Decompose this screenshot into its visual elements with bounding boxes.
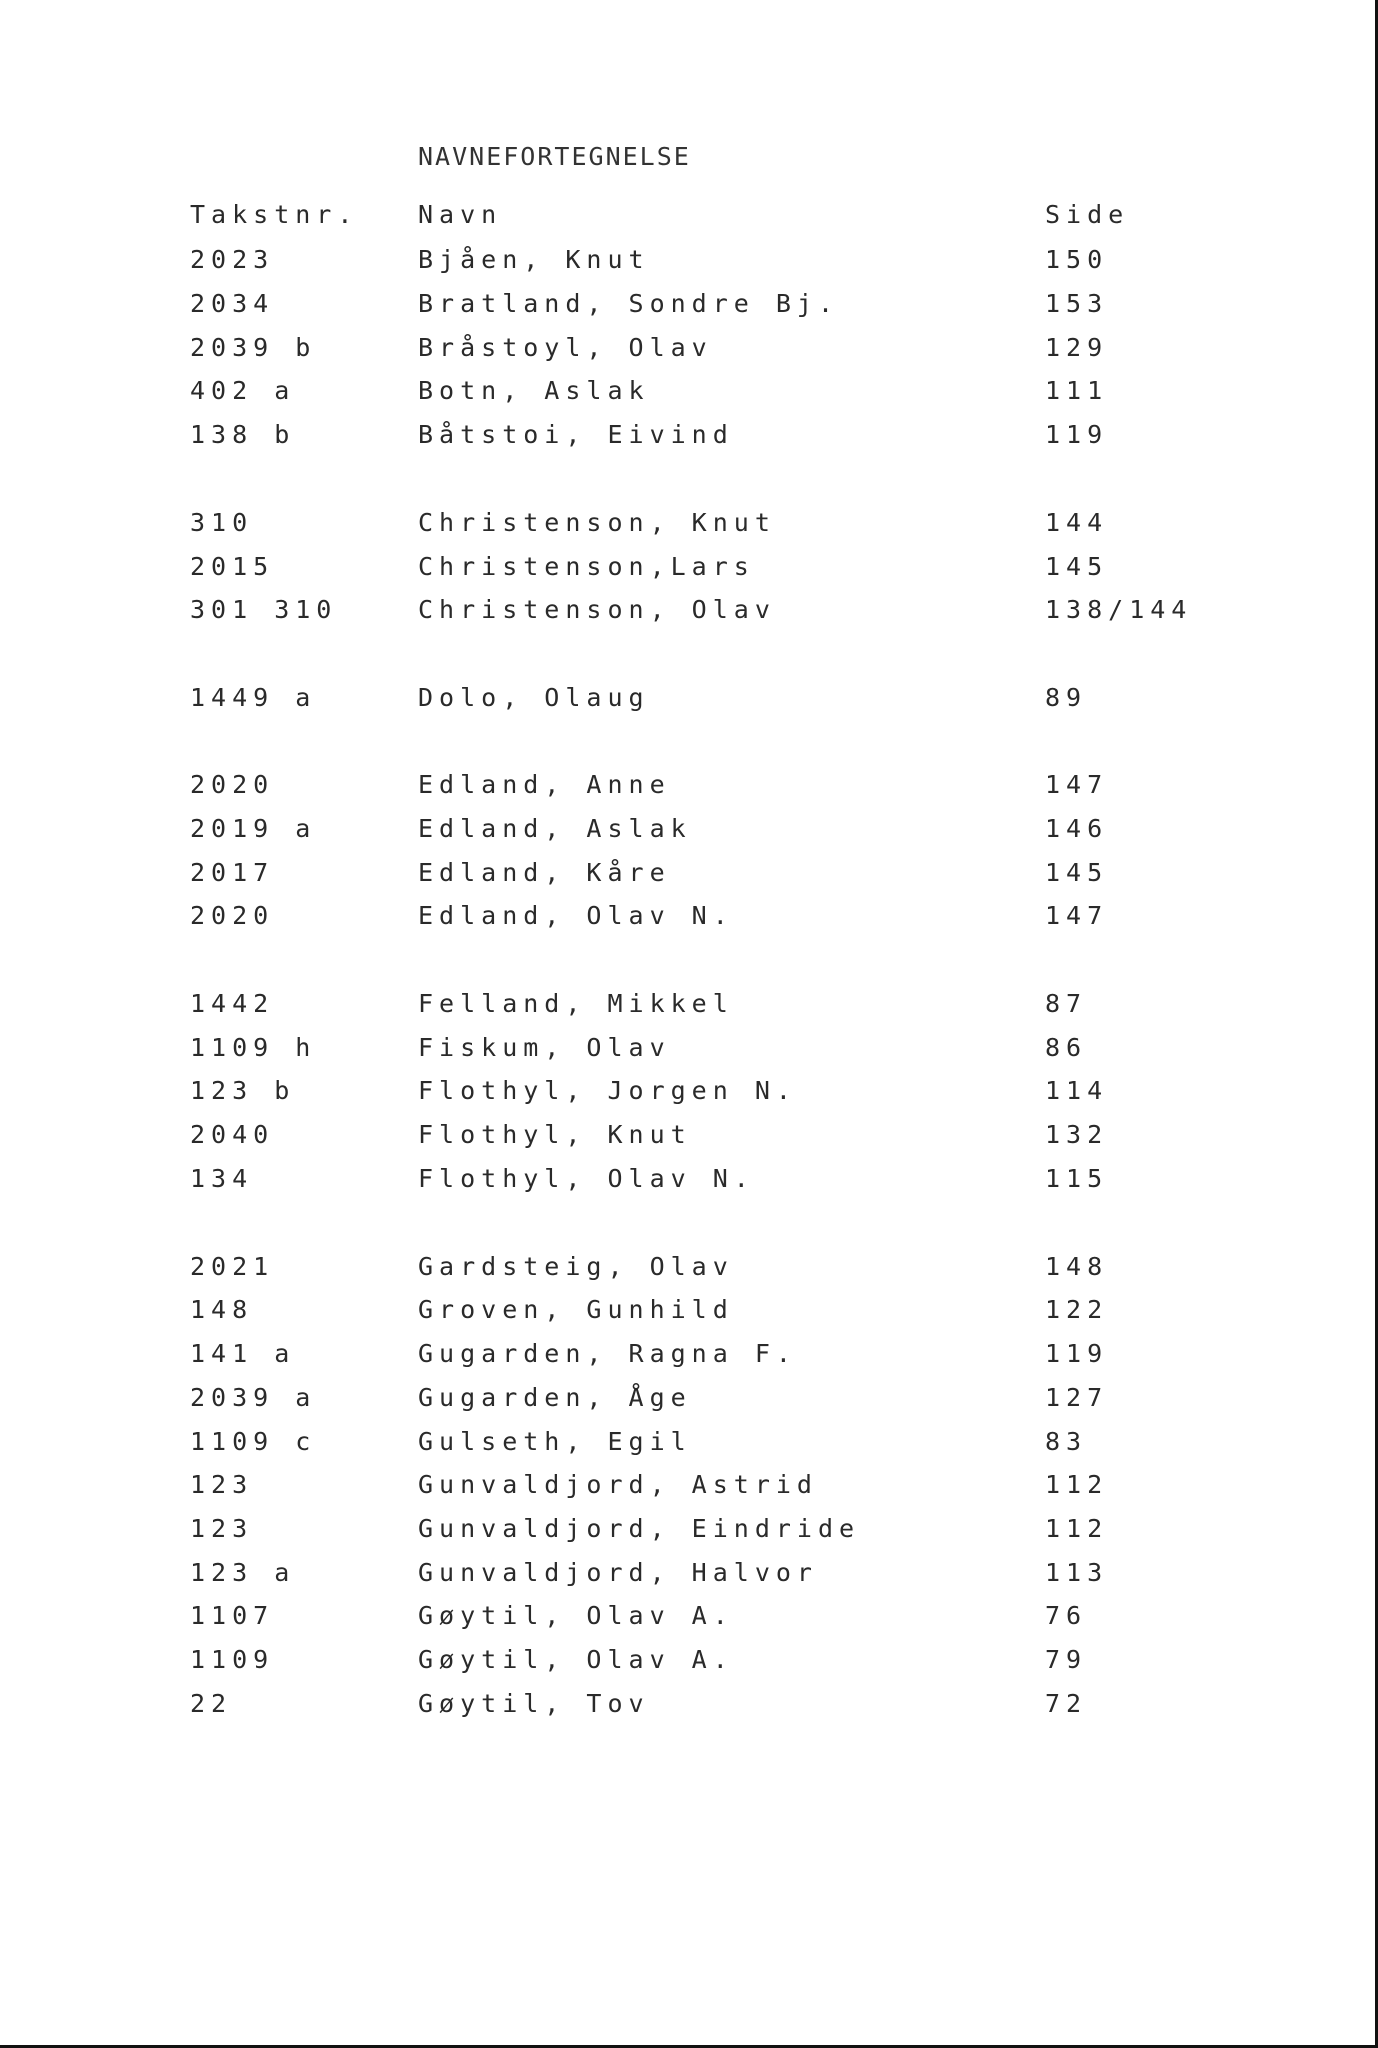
header-side: Side	[1045, 200, 1130, 229]
navn-cell: Christenson, Olav	[418, 595, 776, 624]
navn-cell: Gardsteig, Olav	[418, 1252, 734, 1281]
side-cell: 119	[1045, 1339, 1109, 1368]
side-cell: 146	[1045, 814, 1109, 843]
side-cell: 112	[1045, 1514, 1109, 1543]
side-cell: 115	[1045, 1164, 1109, 1193]
takstnr-cell: 1449 a	[190, 683, 317, 712]
side-cell: 148	[1045, 1252, 1109, 1281]
navn-cell: Gulseth, Egil	[418, 1427, 692, 1456]
navn-cell: Botn, Aslak	[418, 376, 650, 405]
side-cell: 89	[1045, 683, 1088, 712]
navn-cell: Dolo, Olaug	[418, 683, 650, 712]
navn-cell: Christenson, Knut	[418, 508, 776, 537]
navn-cell: Bjåen, Knut	[418, 245, 650, 274]
takstnr-cell: 22	[190, 1689, 233, 1718]
navn-cell: Gunvaldjord, Halvor	[418, 1558, 818, 1587]
side-cell: 122	[1045, 1295, 1109, 1324]
takstnr-cell: 123 b	[190, 1076, 296, 1105]
navn-cell: Flothyl, Olav N.	[418, 1164, 755, 1193]
takstnr-cell: 134	[190, 1164, 254, 1193]
side-cell: 119	[1045, 420, 1109, 449]
takstnr-cell: 301 310	[190, 595, 338, 624]
navn-cell: Flothyl, Knut	[418, 1120, 692, 1149]
takstnr-cell: 2015	[190, 552, 275, 581]
side-cell: 76	[1045, 1601, 1088, 1630]
navn-cell: Edland, Kåre	[418, 858, 671, 887]
takstnr-cell: 402 a	[190, 376, 296, 405]
navn-cell: Edland, Olav N.	[418, 901, 734, 930]
navn-cell: Gøytil, Tov	[418, 1689, 650, 1718]
takstnr-cell: 2020	[190, 770, 275, 799]
side-cell: 150	[1045, 245, 1109, 274]
side-cell: 145	[1045, 858, 1109, 887]
navn-cell: Gøytil, Olav A.	[418, 1601, 734, 1630]
side-cell: 147	[1045, 901, 1109, 930]
takstnr-cell: 123	[190, 1514, 254, 1543]
side-cell: 153	[1045, 289, 1109, 318]
side-cell: 138/144	[1045, 595, 1193, 624]
side-cell: 129	[1045, 333, 1109, 362]
navn-cell: Gunvaldjord, Astrid	[418, 1470, 818, 1499]
navn-cell: Edland, Aslak	[418, 814, 692, 843]
takstnr-cell: 2021	[190, 1252, 275, 1281]
side-cell: 83	[1045, 1427, 1088, 1456]
navn-cell: Edland, Anne	[418, 770, 671, 799]
takstnr-cell: 123 a	[190, 1558, 296, 1587]
side-cell: 114	[1045, 1076, 1109, 1105]
takstnr-cell: 123	[190, 1470, 254, 1499]
side-cell: 113	[1045, 1558, 1109, 1587]
navn-cell: Flothyl, Jorgen N.	[418, 1076, 797, 1105]
takstnr-cell: 1109	[190, 1645, 275, 1674]
navn-cell: Båtstoi, Eivind	[418, 420, 734, 449]
takstnr-cell: 310	[190, 508, 254, 537]
header-navn: Navn	[418, 200, 503, 229]
navn-cell: Groven, Gunhild	[418, 1295, 734, 1324]
navn-cell: Gugarden, Åge	[418, 1383, 692, 1412]
side-cell: 79	[1045, 1645, 1088, 1674]
side-cell: 86	[1045, 1033, 1088, 1062]
side-cell: 87	[1045, 989, 1088, 1018]
side-cell: 132	[1045, 1120, 1109, 1149]
navn-cell: Felland, Mikkel	[418, 989, 734, 1018]
takstnr-cell: 2039 b	[190, 333, 317, 362]
document-title: NAVNEFORTEGNELSE	[418, 142, 691, 171]
takstnr-cell: 2023	[190, 245, 275, 274]
takstnr-cell: 2034	[190, 289, 275, 318]
side-cell: 147	[1045, 770, 1109, 799]
takstnr-cell: 2019 a	[190, 814, 317, 843]
navn-cell: Bråstoyl, Olav	[418, 333, 713, 362]
side-cell: 111	[1045, 376, 1109, 405]
takstnr-cell: 1442	[190, 989, 275, 1018]
takstnr-cell: 2039 a	[190, 1383, 317, 1412]
navn-cell: Fiskum, Olav	[418, 1033, 671, 1062]
navn-cell: Gunvaldjord, Eindride	[418, 1514, 861, 1543]
takstnr-cell: 148	[190, 1295, 254, 1324]
takstnr-cell: 1109 h	[190, 1033, 317, 1062]
takstnr-cell: 138 b	[190, 420, 296, 449]
navn-cell: Christenson,Lars	[418, 552, 755, 581]
takstnr-cell: 2017	[190, 858, 275, 887]
side-cell: 72	[1045, 1689, 1088, 1718]
side-cell: 112	[1045, 1470, 1109, 1499]
navn-cell: Gøytil, Olav A.	[418, 1645, 734, 1674]
side-cell: 145	[1045, 552, 1109, 581]
takstnr-cell: 2040	[190, 1120, 275, 1149]
navn-cell: Bratland, Sondre Bj.	[418, 289, 840, 318]
takstnr-cell: 141 a	[190, 1339, 296, 1368]
takstnr-cell: 2020	[190, 901, 275, 930]
navn-cell: Gugarden, Ragna F.	[418, 1339, 797, 1368]
side-cell: 144	[1045, 508, 1109, 537]
takstnr-cell: 1109 c	[190, 1427, 317, 1456]
takstnr-cell: 1107	[190, 1601, 275, 1630]
header-takstnr: Takstnr.	[190, 200, 359, 229]
side-cell: 127	[1045, 1383, 1109, 1412]
